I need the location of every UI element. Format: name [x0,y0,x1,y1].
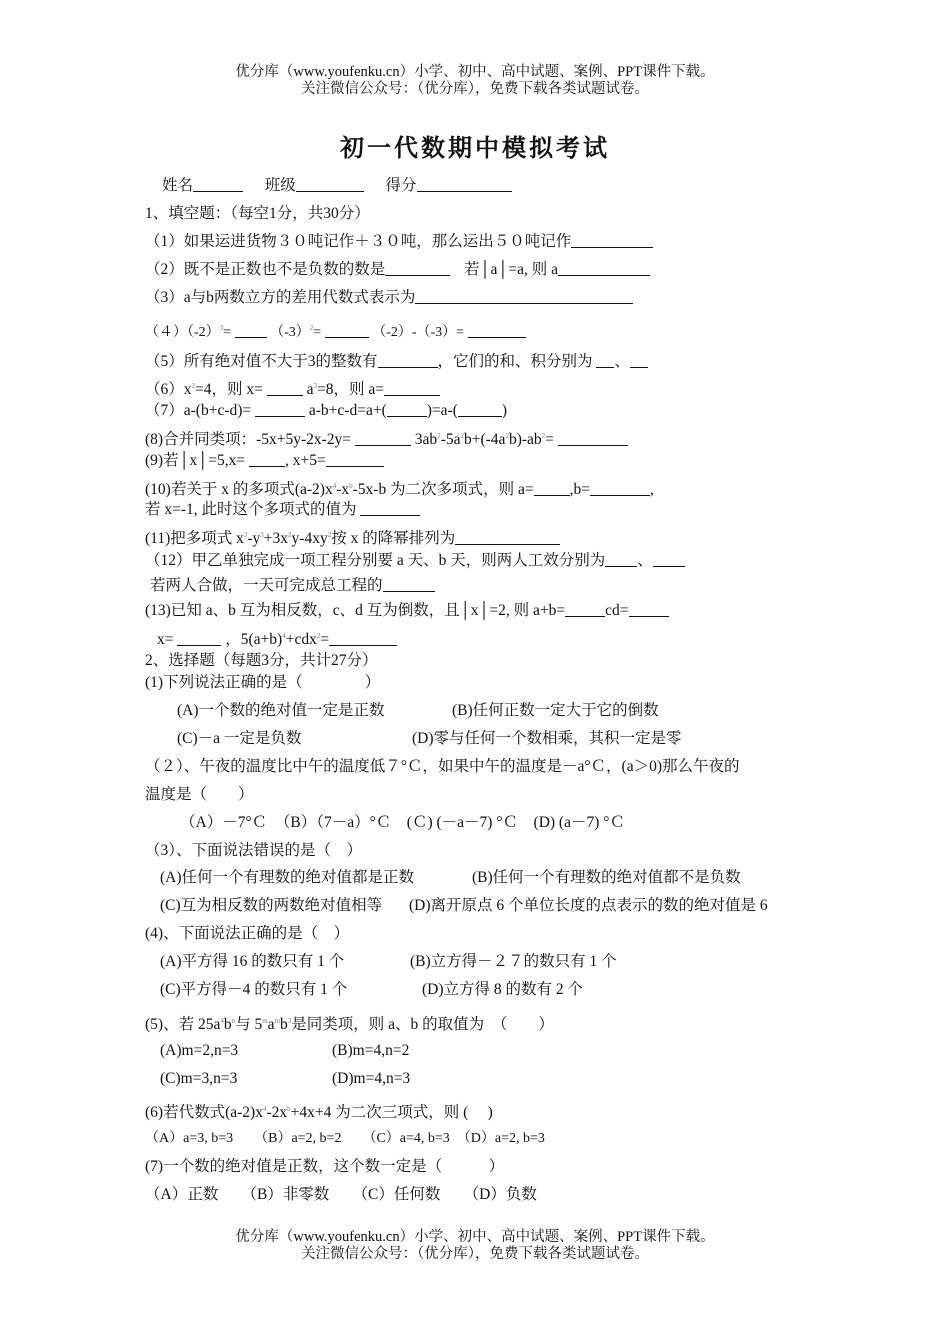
answer-blank[interactable] [326,451,384,467]
choice-option-5D[interactable]: (D)m=4,n=3 [332,1070,411,1087]
name-label: 姓名 [162,177,194,194]
choice-options-2[interactable]: （A）－7°Ｃ （B）（7－a）°Ｃ (Ｃ) (－a－7) °Ｃ (D) (a－7) °Ｃ [180,814,625,831]
page-title: 初一代数期中模拟考试 [340,136,610,162]
class-blank[interactable] [296,176,364,192]
choice-question-2-continued: 温度是（ ） [145,786,254,803]
choice-option-5C[interactable]: (C)m=3,n=3 [160,1070,238,1087]
fill-question-12: （12）甲乙单独完成一项工程分别要 a 天、b 天，则两人工效分别为 、 [145,551,685,571]
footer-line-1: 优分库（www.youfenku.cn）小学、初中、高中试题、案例、PPT课件下载。 [235,1229,715,1245]
answer-blank[interactable] [605,551,637,567]
answer-blank[interactable] [558,430,628,446]
answer-blank[interactable] [325,322,369,338]
answer-blank[interactable] [360,500,420,516]
fill-question-7: （7）a-(b+c-d)= a-b+c-d=a+( )=a-( ) [145,402,508,419]
fill-question-9: (9)若│x│=5,x= , x+5= [145,451,384,471]
score-blank[interactable] [417,176,512,192]
fill-question-1: （1）如果运进货物３０吨记作＋３０吨，那么运出５０吨记作 [145,232,653,252]
fill-question-5: （5）所有绝对值不大于3的整数有 ，它们的和、积分别为 、 [145,352,648,372]
fill-question-2: （2）既不是正数也不是负数的数是 若│a│=a, 则 a [145,260,650,280]
answer-blank[interactable] [558,260,650,276]
answer-blank[interactable] [383,576,435,592]
answer-blank[interactable] [267,380,303,396]
answer-blank[interactable] [630,352,648,368]
fill-question-10-continued: 若 x=-1, 此时这个多项式的值为 [145,500,420,520]
answer-blank[interactable] [629,601,669,617]
choice-question-3: （3）、下面说法错误的是（ ） [145,842,363,859]
score-label: 得分 [385,177,417,194]
answer-blank[interactable] [534,480,570,496]
fill-question-4: $(4)(-2)^3= (-3)^2= (-2)-(-3)=$ [145,318,526,343]
choice-question-5: (5)、若 $25a^4b^n$与 $5^ma^mb^3$是同类项，则 a、b 的取值为 （ ） [145,1016,554,1033]
header-line-1: 优分库（www.youfenku.cn）小学、初中、高中试题、案例、PPT课件下载。 [235,64,715,80]
fill-question-10: (10)若关于 x 的多项式$(a-2)x^4-x^b-5x-b$ 为二次多项式，则 a= ,b= , [145,481,654,498]
footer-line-2: 关注微信公众号：（优分库），免费下载各类试题试卷。 [301,1246,649,1262]
choice-option-3D[interactable]: (D)离开原点 6 个单位长度的点表示的数的绝对值是 6 [409,897,768,914]
fill-question-13-continued: x= ，$5(a+b)^4+cdx^2=$ [157,626,397,650]
answer-blank[interactable] [384,380,440,396]
answer-blank[interactable] [385,260,450,276]
page-footer [0,1229,950,1263]
answer-blank[interactable] [653,551,685,567]
answer-blank[interactable] [249,451,285,467]
choice-question-2: （２）、午夜的温度比中午的温度低７°Ｃ，如果中午的温度是－a°Ｃ，(a＞0)那么午夜的 [145,758,740,775]
class-label: 班级 [264,177,296,194]
choice-options-7[interactable]: （A）正数 （B）非零数 （C）任何数 （D）负数 [145,1186,537,1203]
choice-option-4C[interactable]: (C)平方得－4 的数只有 1 个 [160,981,348,998]
choice-option-5B[interactable]: (B)m=4,n=2 [332,1042,410,1059]
answer-blank[interactable] [596,352,614,368]
fill-question-8: (8)合并同类项：$-5x+5y-2x-2y= 3ab^2-5a^2b+(-4a^2b)-ab^2=$ [145,426,628,450]
choice-option-5A[interactable]: (A)m=2,n=3 [160,1042,239,1059]
answer-blank[interactable] [387,401,427,417]
answer-blank[interactable] [590,480,650,496]
answer-blank[interactable] [571,232,653,248]
choice-option-4A[interactable]: (A)平方得 16 的数只有 1 个 [160,953,345,970]
answer-blank[interactable] [255,401,305,417]
answer-blank[interactable] [329,630,397,646]
choice-question-4: (4)、下面说法正确的是（ ） [145,925,350,942]
answer-blank[interactable] [455,529,560,545]
student-info-row [162,176,512,196]
choice-question-1: (1)下列说法正确的是（ ） [145,674,381,691]
fill-question-12-continued: 若两人合做，一天可完成总工程的 [150,576,435,596]
page-header [0,64,950,98]
fill-question-13: (13)已知 a、b 互为相反数，c、d 互为倒数，且│x│=2, 则 a+b= cd= [145,601,669,621]
choice-option-1A[interactable]: (A)一个数的绝对值一定是正数 [177,702,385,719]
fill-question-11: (11)把多项式 $x^3-y^3+3x^2y-4xy^2$按 x 的降幂排列为 [145,525,560,549]
choice-option-1C[interactable]: (C)－a 一定是负数 [177,730,302,747]
choice-question-6: (6)若代数式$(a-2)x^4-2x^b+4x+4$ 为二次三项式，则 ( ) [145,1104,493,1121]
section1-heading: 1、填空题：（每空1分，共30分） [145,205,370,222]
answer-blank[interactable] [565,601,605,617]
choice-option-4D[interactable]: (D)立方得 8 的数有 2 个 [422,981,584,998]
header-line-2: 关注微信公众号：（优分库），免费下载各类试题试卷。 [301,81,649,97]
answer-blank[interactable] [468,322,526,338]
answer-blank[interactable] [177,630,221,646]
choice-option-3A[interactable]: (A)任何一个有理数的绝对值都是正数 [160,869,415,886]
section2-heading: 2、选择题（每题3分，共计27分） [145,652,378,669]
answer-blank[interactable] [378,352,438,368]
choice-option-1D[interactable]: (D)零与任何一个数相乘，其积一定是零 [412,730,682,747]
answer-blank[interactable] [355,430,411,446]
choice-option-3C[interactable]: (C)互为相反数的两数绝对值相等 [160,897,383,914]
fill-question-6: $(6)x^2=4$，则 $x= a^3=8$，则 a= [145,376,440,400]
choice-option-4B[interactable]: (B)立方得－２７的数只有 1 个 [410,953,617,970]
choice-question-7: (7)一个数的绝对值是正数，这个数一定是（ ） [145,1158,505,1175]
answer-blank[interactable] [415,288,633,304]
answer-blank[interactable] [235,322,267,338]
choice-option-3B[interactable]: (B)任何一个有理数的绝对值都不是负数 [472,869,741,886]
name-blank[interactable] [193,176,243,192]
choice-option-1B[interactable]: (B)任何正数一定大于它的倒数 [452,702,659,719]
fill-question-3: （3）a与b两数立方的差用代数式表示为 [145,288,633,308]
answer-blank[interactable] [458,401,502,417]
choice-options-6[interactable]: （A）a=3, b=3 （B）a=2, b=2 （C）a=4, b=3 （D）a=2, b=3 [145,1131,545,1146]
